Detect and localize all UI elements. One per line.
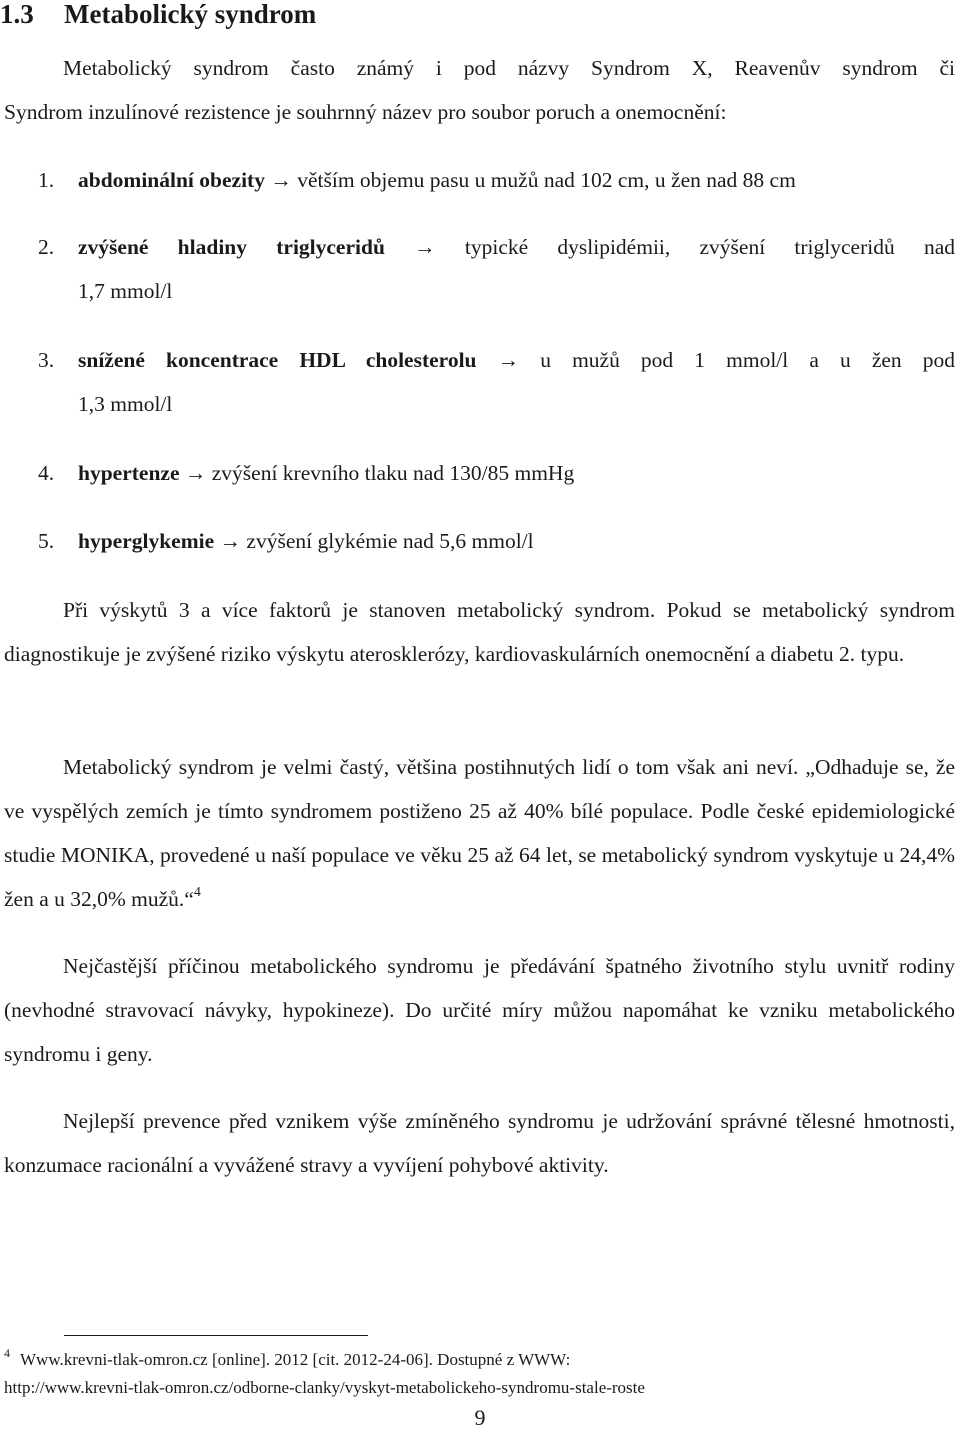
arrow-icon: → — [270, 168, 292, 192]
arrow-icon: → — [414, 235, 436, 259]
arrow-icon: → — [497, 348, 520, 372]
footnote-number: 4 — [4, 1346, 10, 1360]
paragraph: Nejlepší prevence před vznikem výše zmíněného syndromu je udržování správné tělesné hmotnosti, konzumace racionální a vyvážené stravy a vyvíjení pohybové aktivity. — [4, 1109, 955, 1177]
paragraph — [4, 745, 955, 921]
list-item-term: snížené koncentrace HDL cholesterolu — [78, 348, 477, 372]
footnote-reference: 4 — [193, 885, 201, 900]
footnote — [4, 1346, 954, 1402]
paragraph: Při výskytů 3 a více faktorů je stanoven metabolický syndrom. Pokud se metabolický syndrom diagnostikuje je zvýšené riziko výskytu aterosklerózy, kardiovaskulárních onemocnění a diabetu 2. typu. — [4, 598, 955, 666]
list-item-term: zvýšené hladiny triglyceridů — [78, 235, 385, 259]
list-item-desc: typické dyslipidémii, zvýšení triglyceridů nad — [464, 235, 955, 259]
page-number: 9 — [474, 1405, 486, 1430]
section-number: 1.3 — [0, 0, 34, 29]
list-item-desc: zvýšení krevního tlaku nad 130/85 mmHg — [211, 461, 575, 485]
intro-paragraph — [4, 46, 955, 134]
list-item: 2. zvýšené hladiny triglyceridů → typické dyslipidémii, zvýšení triglyceridů nad 1,7 mmol/l — [38, 225, 955, 313]
list-item-continuation: 1,3 mmol/l — [78, 392, 173, 416]
list-item-term: hypertenze — [78, 461, 180, 485]
intro-line-1: Metabolický syndrom často známý i pod názvy Syndrom X, Reavenův syndrom či — [63, 56, 955, 80]
footnote-separator — [64, 1335, 368, 1336]
list-item: 1. abdominální obezity → větším objemu pasu u mužů nad 102 cm, u žen nad 88 cm — [38, 168, 796, 192]
list-item-desc: větším objemu pasu u mužů nad 102 cm, u žen nad 88 cm — [297, 168, 796, 192]
list-item-term: hyperglykemie — [78, 529, 215, 553]
list-item-continuation: 1,7 mmol/l — [78, 279, 173, 303]
paragraph-text: Metabolický syndrom je velmi častý, většina postihnutých lidí o tom však ani neví. „Odhaduje se, že ve vyspělých zemích je tímto syndromem postiženo 25 až 40% bílé populace. Podle české epidemiologické studie MONIKA, provedené u naší populace ve věku 25 až 64 let, se metabolický syndrom vyskytuje u 24,4% žen a u 32,0% mužů.“ — [4, 755, 955, 911]
list-item: 3. snížené koncentrace HDL cholesterolu → u mužů pod 1 mmol/l a u žen pod 1,3 mmol/l — [38, 338, 955, 426]
section-heading — [0, 0, 316, 34]
footnote-url: http://www.krevni-tlak-omron.cz/odborne-clanky/vyskyt-metabolickeho-syndromu-stale-roste — [4, 1378, 645, 1397]
list-item-desc: zvýšení glykémie nad 5,6 mmol/l — [246, 529, 534, 553]
footnote-line-1 — [4, 1346, 954, 1374]
footnote-citation: Www.krevni-tlak-omron.cz [online]. 2012 [cit. 2012-24-06]. Dostupné z WWW: — [20, 1350, 571, 1369]
intro-line-2: Syndrom inzulínové rezistence je souhrnný název pro soubor poruch a onemocnění: — [4, 100, 727, 124]
list-item: 4. hypertenze → zvýšení krevního tlaku nad 130/85 mmHg — [38, 461, 575, 485]
list-item-desc: u mužů pod 1 mmol/l a u žen pod — [540, 348, 956, 372]
section-title: Metabolický syndrom — [64, 0, 317, 29]
arrow-icon: → — [184, 461, 207, 485]
list-item-term: abdominální obezity — [78, 168, 265, 192]
paragraph: Nejčastější příčinou metabolického syndromu je předávání špatného životního stylu uvnitř rodiny (nevhodné stravovací návyky, hypokineze). Do určité míry můžou napomáhat ke vzniku metabolického syndromu i geny. — [4, 954, 955, 1066]
list-item: 5. hyperglykemie → zvýšení glykémie nad 5,6 mmol/l — [38, 529, 534, 553]
arrow-icon: → — [219, 529, 242, 553]
